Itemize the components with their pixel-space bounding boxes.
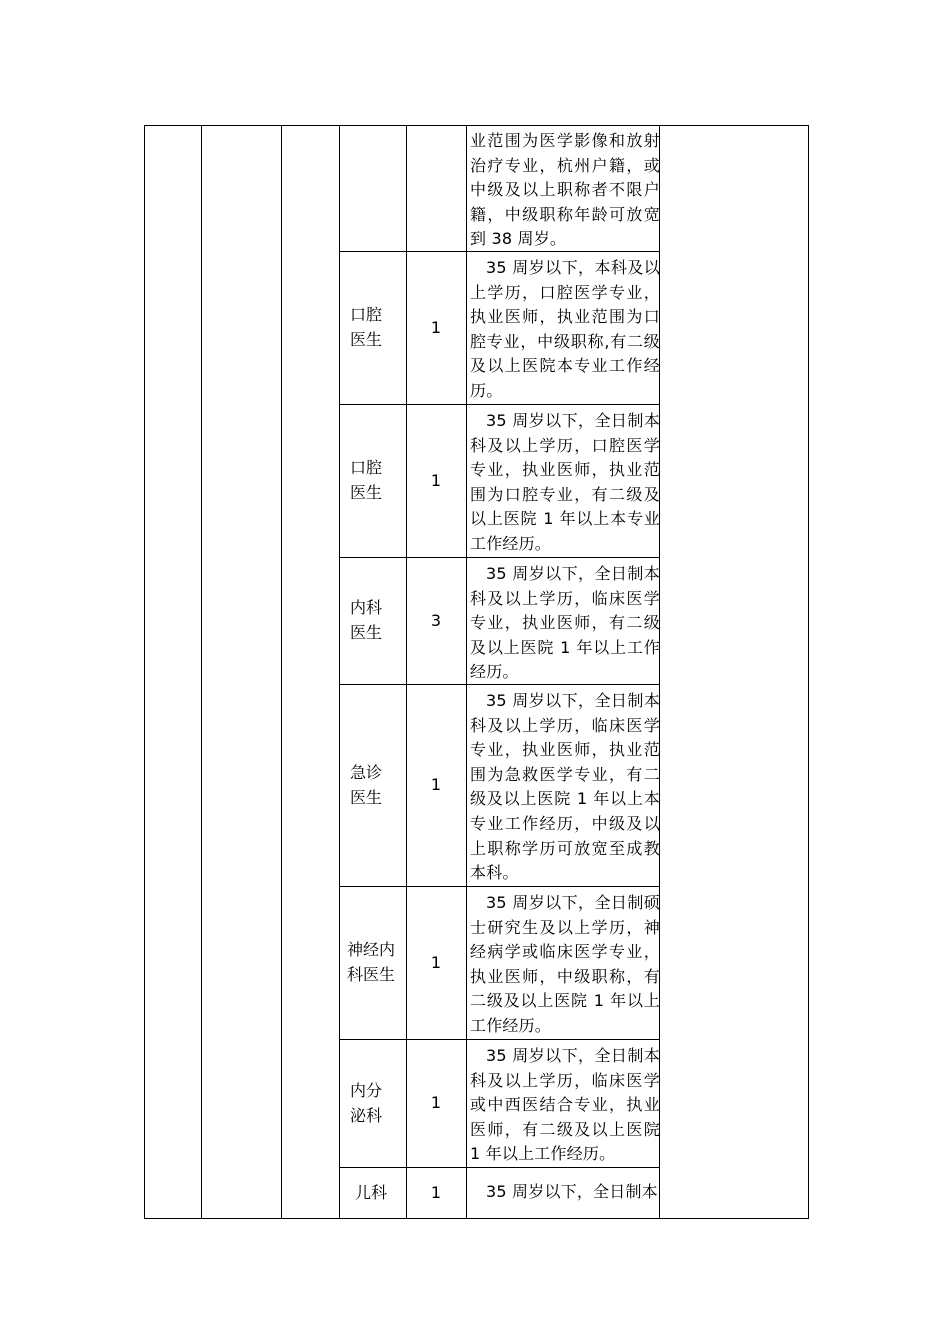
post-count: 1 bbox=[430, 952, 442, 972]
post-name: 急诊医生 bbox=[350, 762, 383, 807]
post-name: 神经内科医生 bbox=[346, 940, 395, 984]
post-cell bbox=[340, 405, 402, 557]
requirement-text: 35 周岁以下，全日制本科及以上学历，临床医学专业，执业医师，有二级及以上医院 1 年以上工作经历。 bbox=[470, 564, 660, 682]
col-line bbox=[144, 125, 145, 1219]
post-count: 1 bbox=[430, 470, 442, 490]
post-count: 1 bbox=[430, 1182, 442, 1202]
requirement-cell bbox=[468, 405, 660, 557]
requirement-cell bbox=[468, 887, 660, 1039]
requirement-cell bbox=[468, 1040, 660, 1167]
post-cell bbox=[340, 1168, 402, 1218]
requirement-text: 35 周岁以下，全日制本 bbox=[486, 1182, 658, 1201]
requirement-text: 35 周岁以下，全日制硕士研究生及以上学历，神经病学或临床医学专业，执业医师，中级职称，有二级及以上医院 1 年以上工作经历。 bbox=[470, 893, 660, 1035]
post-cell bbox=[340, 558, 402, 684]
post-count: 1 bbox=[430, 775, 442, 795]
post-name: 儿科 bbox=[354, 1182, 387, 1202]
col-line bbox=[808, 125, 809, 1219]
count-cell bbox=[406, 1168, 466, 1218]
requirement-cell bbox=[468, 685, 660, 886]
post-cell bbox=[340, 252, 402, 404]
post-cell bbox=[340, 1040, 402, 1167]
post-count: 3 bbox=[430, 610, 442, 630]
count-cell bbox=[406, 887, 466, 1039]
post-cell bbox=[340, 887, 402, 1039]
count-cell bbox=[406, 685, 466, 886]
col-line bbox=[201, 125, 202, 1219]
recruitment-table bbox=[144, 125, 809, 1219]
requirement-text: 业范围为医学影像和放射治疗专业，杭州户籍，或中级及以上职称者不限户籍，中级职称年龄可放宽到 38 周岁。 bbox=[470, 131, 660, 249]
post-name: 内科医生 bbox=[350, 598, 383, 642]
count-cell bbox=[406, 558, 466, 684]
requirement-text: 35 周岁以下，全日制本科及以上学历，临床医学或中西医结合专业，执业医师，有二级及以上医院 1 年以上工作经历。 bbox=[470, 1046, 660, 1164]
col-line bbox=[281, 125, 282, 1219]
table-border-bottom bbox=[144, 1218, 809, 1219]
requirement-text: 35 周岁以下，全日制本科及以上学历，口腔医学专业，执业医师，执业范围为口腔专业，有二级及以上医院 1 年以上本专业工作经历。 bbox=[470, 411, 660, 553]
post-count: 1 bbox=[430, 1093, 442, 1113]
count-cell bbox=[406, 252, 466, 404]
col-line bbox=[466, 125, 467, 1219]
post-cell bbox=[340, 685, 402, 886]
requirement-cell bbox=[468, 1168, 660, 1218]
post-name: 口腔医生 bbox=[350, 305, 383, 349]
post-name: 口腔医生 bbox=[350, 458, 383, 502]
requirement-text: 35 周岁以下，本科及以上学历，口腔医学专业，执业医师，执业范围为口腔专业，中级职称,有二级及以上医院本专业工作经历。 bbox=[470, 258, 660, 400]
count-cell bbox=[406, 1040, 466, 1167]
requirement-cell bbox=[468, 252, 660, 404]
post-count: 1 bbox=[430, 317, 442, 337]
requirement-cell bbox=[468, 125, 660, 251]
requirement-cell bbox=[468, 558, 660, 684]
requirement-text: 35 周岁以下，全日制本科及以上学历，临床医学专业，执业医师，执业范围为急救医学专业，有二级及以上医院 1 年以上本专业工作经历，中级及以上职称学历可放宽至成教本科。 bbox=[470, 691, 660, 883]
post-name: 内分泌科 bbox=[350, 1080, 383, 1125]
count-cell bbox=[406, 405, 466, 557]
